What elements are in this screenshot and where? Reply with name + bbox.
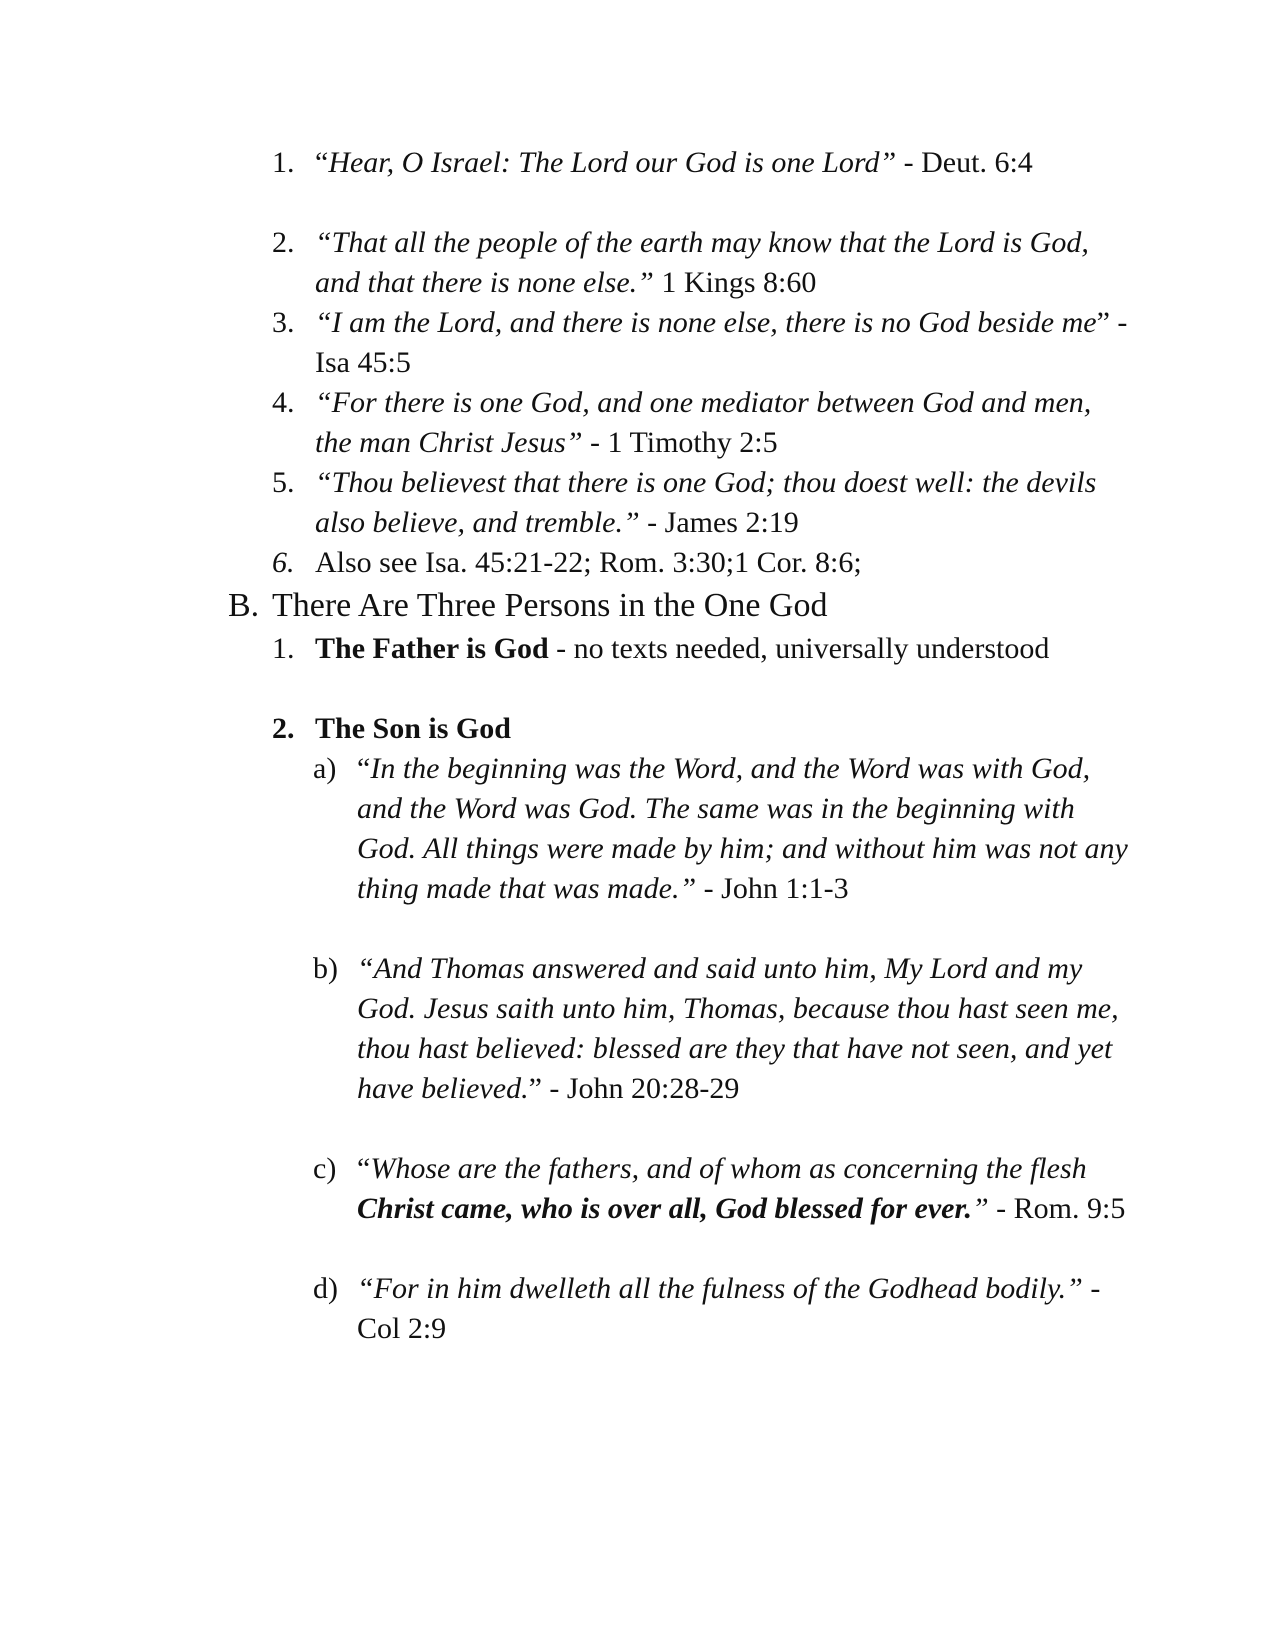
list-item-text: Also see Isa. 45:21-22; Rom. 3:30;1 Cor. 8:6; (315, 546, 862, 579)
scripture-reference: 1 Kings 8:60 (653, 266, 817, 299)
list-item-text (357, 949, 1132, 1109)
list-item-text (357, 1269, 1132, 1349)
quote-close: ” (971, 1192, 989, 1225)
list-marker: a) (313, 752, 337, 785)
section-marker: B. (228, 587, 260, 624)
list-marker: 2. (272, 712, 295, 745)
list-marker: 1. (272, 632, 295, 665)
item-heading: The Father is God (315, 632, 549, 665)
scripture-reference: - John 1:1-3 (696, 872, 849, 905)
scripture-reference: - Rom. 9:5 (988, 1192, 1126, 1225)
list-marker: 1. (272, 146, 295, 179)
scripture-reference: ” - Isa 45:5 (315, 306, 1128, 379)
list-item-text (357, 749, 1132, 909)
quote-open: “ (357, 1152, 371, 1185)
list-item-text (315, 143, 1130, 183)
list-item-text (315, 383, 1130, 463)
list-marker: b) (313, 952, 338, 985)
list-item-text (315, 303, 1130, 383)
scripture-quote: “And Thomas answered and said unto him, My Lord and my God. Jesus saith unto him, Thomas, because thou hast seen me, thou hast believed: blessed are they that have not seen, and yet have believed. (357, 952, 1119, 1105)
list-marker: 6. (272, 546, 295, 579)
list-item-text (315, 223, 1130, 303)
list-marker: 4. (272, 386, 295, 419)
scripture-quote: “Thou believest that there is one God; thou doest well: the devils also believe, and tremble.” (315, 466, 1097, 539)
scripture-reference: ” - John 20:28-29 (528, 1072, 740, 1105)
scripture-quote: “I am the Lord, and there is none else, there is no God beside me (315, 306, 1097, 339)
scripture-quote: “For there is one God, and one mediator between God and men, the man Christ Jesus” (315, 386, 1092, 459)
scripture-reference: - 1 Timothy 2:5 (582, 426, 778, 459)
scripture-quote: Whose are the fathers, and of whom as concerning the flesh (370, 1152, 1087, 1185)
list-item-text (357, 1149, 1132, 1229)
list-item-text (315, 709, 1130, 749)
list-marker: 5. (272, 466, 295, 499)
scripture-quote: Hear, O Israel: The Lord our God is one Lord” (328, 146, 897, 179)
scripture-reference: - Col 2:9 (357, 1272, 1101, 1345)
list-marker: d) (313, 1272, 338, 1305)
list-marker: 2. (272, 226, 295, 259)
list-marker: c) (313, 1152, 337, 1185)
scripture-quote: “That all the people of the earth may know that the Lord is God, and that there is none else.” (315, 226, 1089, 299)
scripture-quote: “For in him dwelleth all the fulness of the Godhead bodily.” (357, 1272, 1083, 1305)
scripture-reference: - James 2:19 (639, 506, 799, 539)
item-description: - no texts needed, universally understood (548, 632, 1050, 665)
list-marker: 3. (272, 306, 295, 339)
quote-open: “ (315, 146, 329, 179)
list-item-text (315, 463, 1130, 543)
list-item-text (315, 629, 1130, 669)
scripture-reference: - Deut. 6:4 (896, 146, 1033, 179)
scripture-quote-emphasis: Christ came, who is over all, God blessed for ever. (357, 1192, 972, 1225)
quote-open: “ (357, 752, 371, 785)
section-title: There Are Three Persons in the One God (272, 587, 828, 624)
item-heading: The Son is God (315, 712, 511, 745)
scripture-quote: In the beginning was the Word, and the Word was with God, and the Word was God. The same was in the beginning with God. All things were made by him; and without him was not any thing made that was made.” (357, 752, 1128, 905)
